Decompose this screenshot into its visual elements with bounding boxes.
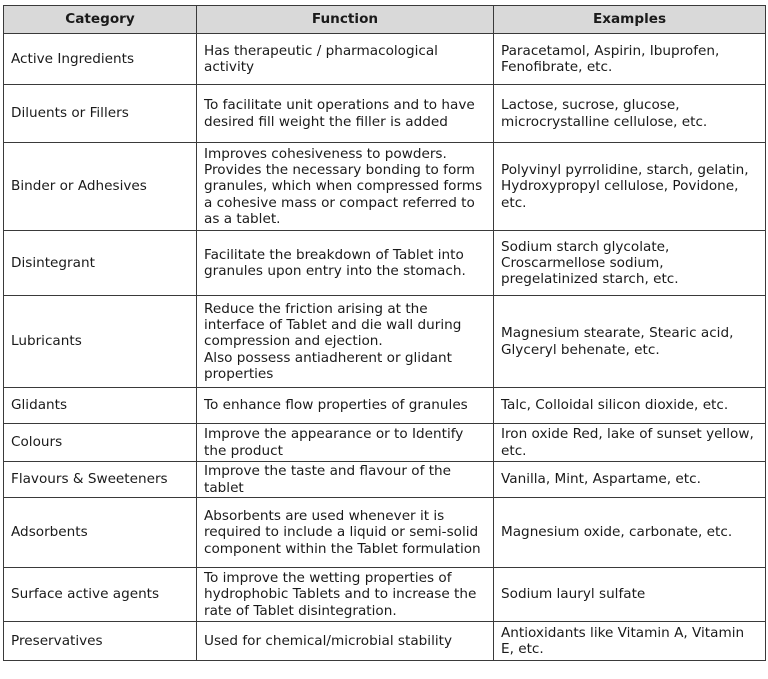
- function-cell: Absorbents are used whenever it is required to include a liquid or semi-solid component within the Tablet formulation: [197, 498, 494, 568]
- examples-cell: Sodium starch glycolate, Croscarmellose sodium, pregelatinized starch, etc.: [494, 231, 766, 296]
- examples-cell: Magnesium oxide, carbonate, etc.: [494, 498, 766, 568]
- table-row: [4, 296, 766, 388]
- table-row: [4, 498, 766, 568]
- table-row: [4, 231, 766, 296]
- table-row: [4, 85, 766, 143]
- examples-cell: Magnesium stearate, Stearic acid, Glyceryl behenate, etc.: [494, 296, 766, 388]
- table-row: [4, 34, 766, 85]
- category-cell: Flavours & Sweeteners: [4, 462, 197, 498]
- table-row: [4, 568, 766, 622]
- function-cell: Improves cohesiveness to powders. Provides the necessary bonding to form granules, which when compressed forms a cohesive mass or compact referred to as a tablet.: [197, 143, 494, 231]
- category-cell: Colours: [4, 424, 197, 462]
- function-cell: Improve the appearance or to Identify the product: [197, 424, 494, 462]
- header-category: Category: [4, 6, 197, 34]
- examples-cell: Talc, Colloidal silicon dioxide, etc.: [494, 388, 766, 424]
- examples-cell: Vanilla, Mint, Aspartame, etc.: [494, 462, 766, 498]
- examples-cell: Iron oxide Red, lake of sunset yellow, etc.: [494, 424, 766, 462]
- table-row: [4, 388, 766, 424]
- category-cell: Surface active agents: [4, 568, 197, 622]
- examples-cell: Sodium lauryl sulfate: [494, 568, 766, 622]
- category-cell: Binder or Adhesives: [4, 143, 197, 231]
- category-cell: Active Ingredients: [4, 34, 197, 85]
- function-text: Reduce the friction arising at the interface of Tablet and die wall during compression and ejection.: [204, 300, 462, 350]
- table-row: [4, 424, 766, 462]
- category-cell: Adsorbents: [4, 498, 197, 568]
- function-cell: Facilitate the breakdown of Tablet into granules upon entry into the stomach.: [197, 231, 494, 296]
- function-cell: Improve the taste and flavour of the tablet: [197, 462, 494, 498]
- function-note: Also possess antiadherent or glidant properties: [204, 349, 452, 382]
- table-row: [4, 462, 766, 498]
- function-cell: To improve the wetting properties of hydrophobic Tablets and to increase the rate of Tablet disintegration.: [197, 568, 494, 622]
- examples-cell: Polyvinyl pyrrolidine, starch, gelatin, Hydroxypropyl cellulose, Povidone, etc.: [494, 143, 766, 231]
- category-cell: Glidants: [4, 388, 197, 424]
- header-function: Function: [197, 6, 494, 34]
- examples-cell: Antioxidants like Vitamin A, Vitamin E, etc.: [494, 622, 766, 661]
- examples-cell: Paracetamol, Aspirin, Ibuprofen, Fenofibrate, etc.: [494, 34, 766, 85]
- function-cell: [197, 296, 494, 388]
- function-cell: Has therapeutic / pharmacological activity: [197, 34, 494, 85]
- function-cell: To facilitate unit operations and to have desired fill weight the filler is added: [197, 85, 494, 143]
- category-cell: Diluents or Fillers: [4, 85, 197, 143]
- excipients-table: [3, 5, 766, 661]
- function-cell: To enhance flow properties of granules: [197, 388, 494, 424]
- table-row: [4, 622, 766, 661]
- header-examples: Examples: [494, 6, 766, 34]
- category-cell: Lubricants: [4, 296, 197, 388]
- table-row: [4, 143, 766, 231]
- function-cell: Used for chemical/microbial stability: [197, 622, 494, 661]
- examples-cell: Lactose, sucrose, glucose, microcrystalline cellulose, etc.: [494, 85, 766, 143]
- header-row: [4, 6, 766, 34]
- category-cell: Preservatives: [4, 622, 197, 661]
- category-cell: Disintegrant: [4, 231, 197, 296]
